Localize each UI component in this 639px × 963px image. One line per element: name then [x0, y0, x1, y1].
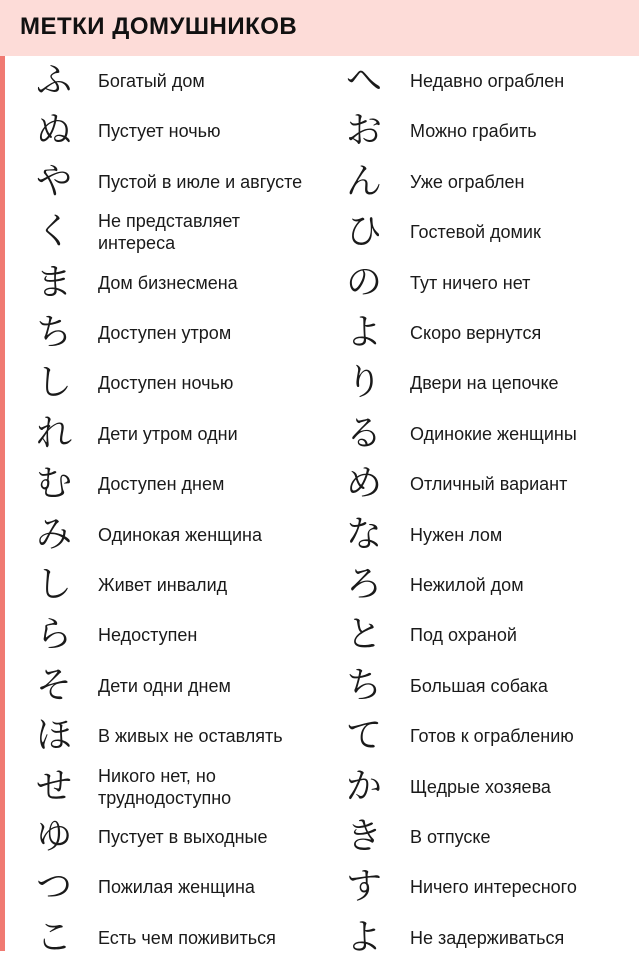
hiragana-mark-icon: ち: [35, 312, 72, 353]
hiragana-mark-icon: や: [35, 160, 72, 202]
mark-meaning-label: Не задерживаться: [410, 927, 565, 948]
mark-meaning-label: Не представляет интереса: [98, 211, 240, 254]
hiragana-mark-icon: ぬ: [35, 110, 72, 152]
hiragana-mark-icon: み: [35, 513, 72, 555]
left-column-entry: [28, 812, 318, 862]
right-column-entry: [338, 510, 633, 560]
hiragana-mark-icon: る: [345, 412, 382, 454]
mark-meaning-label: Пожилая женщина: [98, 877, 255, 898]
hiragana-mark-icon: つ: [35, 866, 72, 908]
right-column-entry: [338, 610, 633, 660]
left-column-entry: [28, 560, 318, 610]
mark-meaning-label: Есть чем поживиться: [98, 927, 276, 948]
left-column-entry: [28, 358, 318, 408]
right-column-entry: [338, 661, 633, 711]
mark-meaning-label: Одинокие женщины: [410, 423, 577, 444]
hiragana-mark-icon: ほ: [35, 715, 72, 757]
mark-meaning-label: Никого нет, но труднодоступно: [98, 765, 232, 808]
left-column-entry: [28, 207, 318, 257]
right-column-entry: [338, 157, 633, 207]
hiragana-mark-icon: か: [345, 765, 382, 807]
hiragana-mark-icon: と: [345, 614, 382, 656]
hiragana-mark-icon: し: [35, 362, 72, 404]
mark-meaning-label: Доступен ночью: [98, 373, 234, 394]
left-column-entry: [28, 459, 318, 509]
hiragana-mark-icon: お: [345, 110, 382, 152]
right-column-entry: [338, 207, 633, 257]
hiragana-mark-icon: む: [35, 463, 72, 505]
right-column-entry: [338, 459, 633, 509]
hiragana-mark-icon: め: [345, 463, 382, 505]
hiragana-mark-icon: ゆ: [35, 816, 72, 857]
hiragana-mark-icon: な: [345, 513, 382, 555]
mark-meaning-label: Под охраной: [410, 625, 517, 646]
mark-meaning-label: Двери на цепочке: [410, 373, 559, 394]
hiragana-mark-icon: て: [345, 715, 382, 757]
left-column-entry: [28, 106, 318, 156]
mark-meaning-label: Нежилой дом: [410, 575, 524, 595]
mark-meaning-label: В отпуске: [410, 827, 491, 847]
right-column-entry: [338, 308, 633, 358]
left-column-entry: [28, 157, 318, 207]
mark-meaning-label: Скоро вернутся: [410, 323, 542, 343]
right-column-entry: [338, 258, 633, 308]
right-column-entry: [338, 358, 633, 408]
accent-stripe: [0, 0, 5, 951]
mark-meaning-label: Большая собака: [410, 675, 548, 696]
right-column-entry: [338, 913, 633, 963]
hiragana-mark-icon: し: [35, 564, 72, 605]
left-column-entry: [28, 862, 318, 912]
hiragana-mark-icon: ひ: [345, 211, 382, 253]
hiragana-mark-icon: ふ: [35, 60, 72, 101]
right-column-entry: [338, 711, 633, 761]
hiragana-mark-icon: ま: [35, 261, 72, 303]
left-column-entry: [28, 661, 318, 711]
hiragana-mark-icon: れ: [35, 412, 72, 454]
hiragana-mark-icon: ち: [345, 664, 382, 706]
hiragana-mark-icon: す: [345, 866, 382, 908]
mark-meaning-label: Пустует ночью: [98, 121, 221, 142]
mark-meaning-label: Дети утром одни: [98, 423, 238, 444]
left-column-entry: [28, 762, 318, 812]
hiragana-mark-icon: へ: [345, 60, 382, 101]
mark-meaning-label: Гостевой домик: [410, 222, 541, 243]
right-column-entry: [338, 762, 633, 812]
left-column-entry: [28, 56, 318, 106]
mark-meaning-label: Дом бизнесмена: [98, 272, 238, 293]
left-column-entry: [28, 913, 318, 963]
mark-meaning-label: Богатый дом: [98, 71, 205, 91]
mark-meaning-label: Пустует в выходные: [98, 827, 268, 847]
hiragana-mark-icon: ん: [345, 160, 382, 202]
left-column-entry: [28, 510, 318, 560]
header-band: [0, 0, 639, 56]
hiragana-mark-icon: ら: [35, 614, 72, 656]
mark-meaning-label: Пустой в июле и августе: [98, 171, 303, 192]
mark-meaning-label: Нужен лом: [410, 524, 503, 545]
mark-meaning-label: В живых не оставлять: [98, 726, 283, 747]
left-column-entry: [28, 409, 318, 459]
right-column-entry: [338, 560, 633, 610]
left-column-entry: [28, 711, 318, 761]
left-column-entry: [28, 610, 318, 660]
mark-meaning-label: Одинокая женщина: [98, 524, 262, 545]
right-column-entry: [338, 106, 633, 156]
hiragana-mark-icon: よ: [345, 916, 382, 958]
hiragana-mark-icon: こ: [35, 916, 72, 958]
mark-meaning-label: Отличный вариант: [410, 474, 568, 495]
hiragana-mark-icon: り: [345, 362, 382, 404]
hiragana-mark-icon: き: [345, 816, 382, 857]
mark-meaning-label: Щедрые хозяева: [410, 776, 551, 797]
hiragana-mark-icon: よ: [345, 312, 382, 353]
right-column-entry: [338, 56, 633, 106]
hiragana-mark-icon: せ: [35, 765, 72, 807]
mark-meaning-label: Живет инвалид: [98, 575, 228, 595]
mark-meaning-label: Тут ничего нет: [410, 272, 531, 293]
hiragana-mark-icon: の: [345, 261, 382, 303]
mark-meaning-label: Можно грабить: [410, 121, 537, 142]
page-title: МЕТКИ ДОМУШНИКОВ: [20, 13, 298, 40]
hiragana-mark-icon: ろ: [345, 564, 382, 605]
mark-meaning-label: Дети одни днем: [98, 675, 231, 696]
mark-meaning-label: Доступен утром: [98, 323, 232, 343]
mark-meaning-label: Уже ограблен: [410, 171, 525, 192]
left-column-entry: [28, 258, 318, 308]
mark-meaning-label: Недавно ограблен: [410, 71, 565, 91]
mark-meaning-label: Доступен днем: [98, 474, 225, 495]
hiragana-mark-icon: そ: [35, 664, 72, 706]
right-column-entry: [338, 812, 633, 862]
mark-meaning-label: Недоступен: [98, 625, 198, 646]
mark-meaning-label: Ничего интересного: [410, 877, 577, 898]
right-column-entry: [338, 862, 633, 912]
left-column-entry: [28, 308, 318, 358]
hiragana-mark-icon: く: [35, 211, 72, 253]
right-column-entry: [338, 409, 633, 459]
mark-meaning-label: Готов к ограблению: [410, 726, 574, 747]
